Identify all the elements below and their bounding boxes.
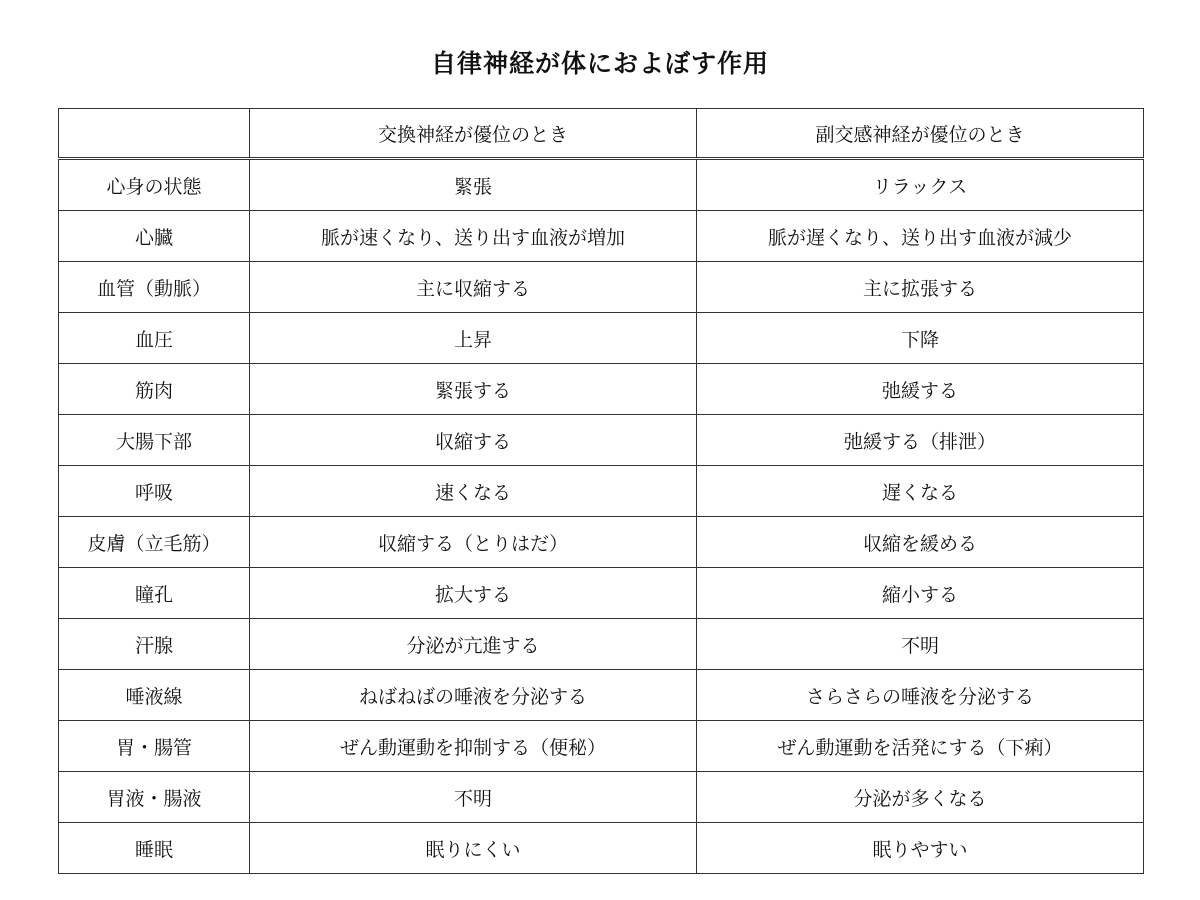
row-label: 瞳孔 xyxy=(59,568,250,619)
table-row xyxy=(59,313,1144,364)
row-label: 胃液・腸液 xyxy=(59,772,250,823)
sympathetic-cell: 脈が速くなり、送り出す血液が増加 xyxy=(250,211,697,262)
row-label: 胃・腸管 xyxy=(59,721,250,772)
sympathetic-cell: 眠りにくい xyxy=(250,823,697,874)
parasympathetic-cell: ぜん動運動を活発にする（下痢） xyxy=(697,721,1144,772)
row-label: 筋肉 xyxy=(59,364,250,415)
parasympathetic-cell: 収縮を緩める xyxy=(697,517,1144,568)
parasympathetic-cell: 下降 xyxy=(697,313,1144,364)
table-row xyxy=(59,211,1144,262)
table-row xyxy=(59,772,1144,823)
header-cell-blank xyxy=(59,109,250,159)
row-label: 汗腺 xyxy=(59,619,250,670)
row-label: 大腸下部 xyxy=(59,415,250,466)
sympathetic-cell: 不明 xyxy=(250,772,697,823)
sympathetic-cell: 速くなる xyxy=(250,466,697,517)
sympathetic-cell: 収縮する xyxy=(250,415,697,466)
table-row xyxy=(59,415,1144,466)
table-row xyxy=(59,568,1144,619)
sympathetic-cell: 分泌が亢進する xyxy=(250,619,697,670)
row-label: 皮膚（立毛筋） xyxy=(59,517,250,568)
table-row xyxy=(59,364,1144,415)
table-header-row xyxy=(59,109,1144,159)
table-row xyxy=(59,466,1144,517)
table-row xyxy=(59,262,1144,313)
sympathetic-cell: 上昇 xyxy=(250,313,697,364)
sympathetic-cell: 主に収縮する xyxy=(250,262,697,313)
parasympathetic-cell: 弛緩する xyxy=(697,364,1144,415)
parasympathetic-cell: 遅くなる xyxy=(697,466,1144,517)
autonomic-effects-table xyxy=(58,108,1144,874)
table-row xyxy=(59,721,1144,772)
row-label: 血圧 xyxy=(59,313,250,364)
parasympathetic-cell: 眠りやすい xyxy=(697,823,1144,874)
table-row xyxy=(59,619,1144,670)
parasympathetic-cell: 脈が遅くなり、送り出す血液が減少 xyxy=(697,211,1144,262)
page-title: 自律神経が体におよぼす作用 xyxy=(430,49,769,78)
parasympathetic-cell: さらさらの唾液を分泌する xyxy=(697,670,1144,721)
row-label: 心臓 xyxy=(59,211,250,262)
header-cell-sympathetic: 交換神経が優位のとき xyxy=(250,109,697,159)
parasympathetic-cell: 弛緩する（排泄） xyxy=(697,415,1144,466)
sympathetic-cell: 緊張する xyxy=(250,364,697,415)
sympathetic-cell: ねばねばの唾液を分泌する xyxy=(250,670,697,721)
sympathetic-cell: 収縮する（とりはだ） xyxy=(250,517,697,568)
row-label: 血管（動脈） xyxy=(59,262,250,313)
parasympathetic-cell: 縮小する xyxy=(697,568,1144,619)
row-label: 心身の状態 xyxy=(59,159,250,211)
parasympathetic-cell: 不明 xyxy=(697,619,1144,670)
parasympathetic-cell: 主に拡張する xyxy=(697,262,1144,313)
header-cell-parasympathetic: 副交感神経が優位のとき xyxy=(697,109,1144,159)
parasympathetic-cell: リラックス xyxy=(697,159,1144,211)
table-row xyxy=(59,517,1144,568)
table-row xyxy=(59,823,1144,874)
table-row xyxy=(59,670,1144,721)
row-label: 唾液線 xyxy=(59,670,250,721)
parasympathetic-cell: 分泌が多くなる xyxy=(697,772,1144,823)
row-label: 睡眠 xyxy=(59,823,250,874)
table-row xyxy=(59,159,1144,211)
sympathetic-cell: 緊張 xyxy=(250,159,697,211)
sympathetic-cell: 拡大する xyxy=(250,568,697,619)
sympathetic-cell: ぜん動運動を抑制する（便秘） xyxy=(250,721,697,772)
row-label: 呼吸 xyxy=(59,466,250,517)
